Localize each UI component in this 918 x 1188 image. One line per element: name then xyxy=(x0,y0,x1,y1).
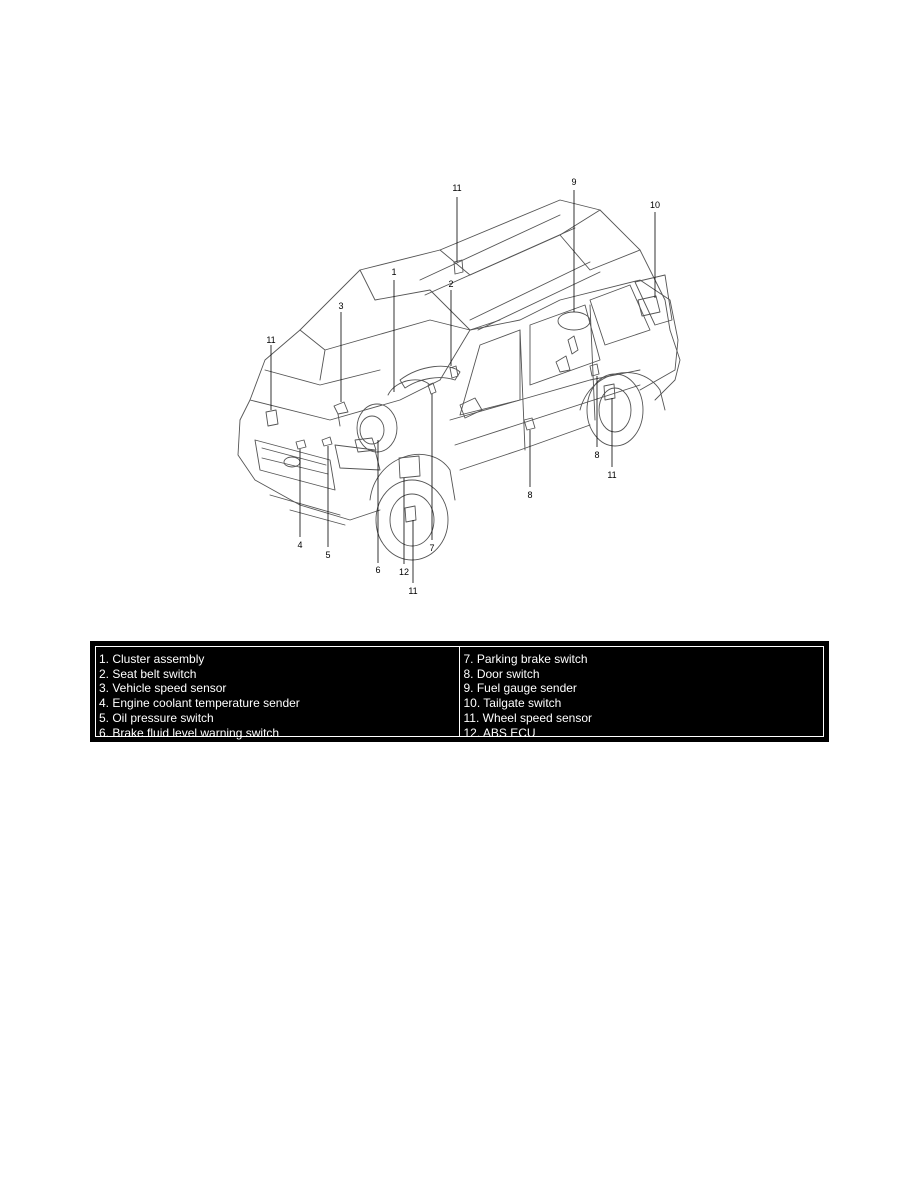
legend-item: 5. Oil pressure switch xyxy=(99,710,214,725)
legend-item: 4. Engine coolant temperature sender xyxy=(99,696,300,711)
callout-labels xyxy=(266,177,660,596)
callout-5: 5 xyxy=(325,550,331,560)
callout-9: 9 xyxy=(571,177,577,187)
callout-12: 12 xyxy=(398,567,410,577)
legend-item: 9. Fuel gauge sender xyxy=(463,681,577,696)
callout-6: 6 xyxy=(375,565,381,575)
legend-item: 1. Cluster assembly xyxy=(99,652,205,666)
legend-item: 12. ABS ECU xyxy=(463,725,536,740)
callout-2: 2 xyxy=(448,279,454,289)
callout-8-rear-door: 8 xyxy=(594,450,600,460)
vehicle-outline xyxy=(238,200,680,560)
legend-frame xyxy=(95,646,824,740)
callout-11-front-left: 11 xyxy=(266,335,276,345)
component-legend xyxy=(90,641,829,742)
legend-column-right xyxy=(459,647,824,740)
legend-item: 11. Wheel speed sensor xyxy=(463,710,593,725)
legend-item: 2. Seat belt switch xyxy=(99,666,197,681)
callout-7: 7 xyxy=(429,543,435,553)
callout-1: 1 xyxy=(391,267,397,277)
legend-item: 7. Parking brake switch xyxy=(463,652,588,666)
callout-4: 4 xyxy=(297,540,303,550)
callout-3: 3 xyxy=(338,301,344,311)
legend-item: 6. Brake fluid level warning switch xyxy=(99,725,280,740)
legend-item: 8. Door switch xyxy=(463,666,540,681)
leader-lines xyxy=(271,190,655,583)
callout-11-roof: 11 xyxy=(452,183,462,193)
callout-11-rear-wheel: 11 xyxy=(607,470,617,480)
callout-8-front-door: 8 xyxy=(527,490,533,500)
legend-column-left xyxy=(96,647,459,740)
callout-10: 10 xyxy=(649,200,661,210)
legend-item: 10. Tailgate switch xyxy=(463,696,562,711)
callout-11-front-wheel: 11 xyxy=(408,586,418,596)
legend-item: 3. Vehicle speed sensor xyxy=(99,681,227,696)
